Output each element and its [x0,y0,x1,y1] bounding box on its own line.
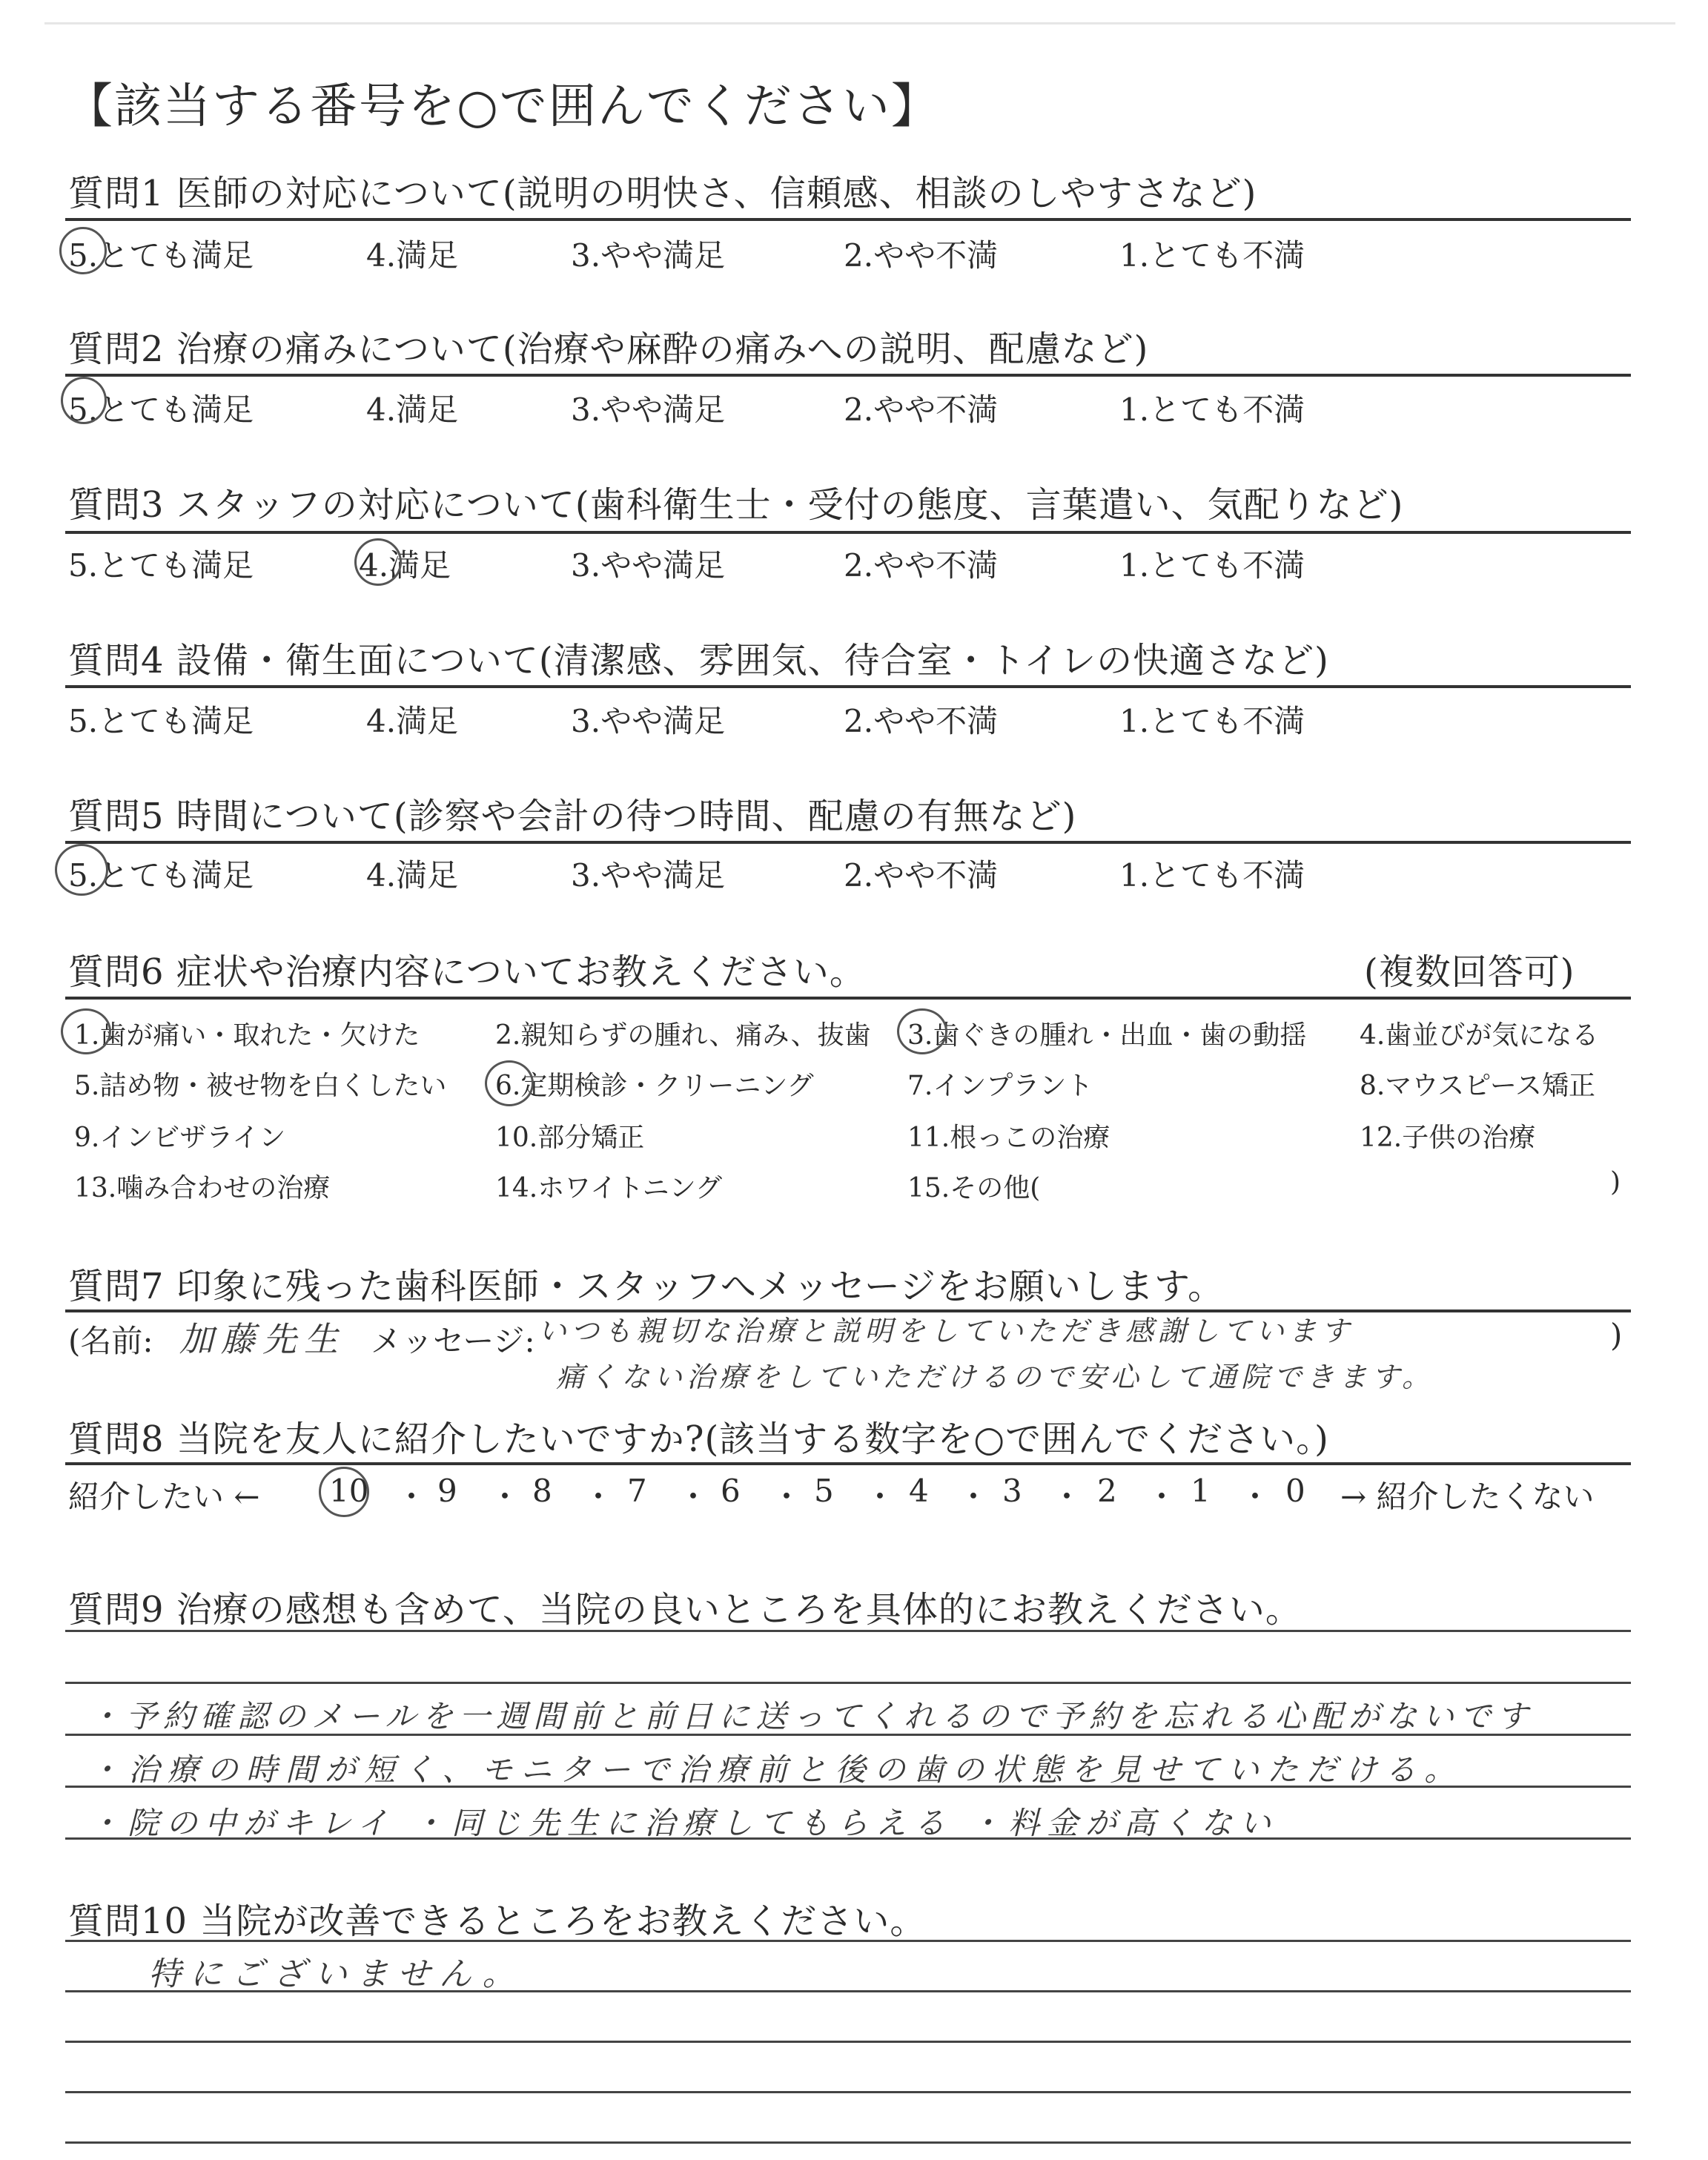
q4-option-2[interactable]: 2.やや不満 [844,703,999,739]
q8-score-3[interactable]: 3 [1002,1473,1022,1509]
q8-score-1[interactable]: 1 [1191,1473,1211,1509]
q8-score-7[interactable]: 7 [627,1473,647,1509]
q8-dot-6: ・ [864,1479,896,1515]
q6-option-10[interactable]: 10.部分矯正 [495,1123,645,1153]
q4-option-5[interactable]: 5.とても満足 [68,703,254,739]
q8-score-0[interactable]: 0 [1285,1473,1305,1509]
form-instruction-header: 【該当する番号を○で囲んでください】 [65,79,940,134]
q6-option-2[interactable]: 2.親知らずの腫れ、痛み、抜歯 [495,1020,871,1051]
q8-score-4[interactable]: 4 [909,1473,929,1509]
q2-option-1[interactable]: 1.とても不満 [1119,392,1305,428]
q6-selection-circle-1 [61,1008,111,1054]
q6-option-12[interactable]: 12.子供の治療 [1360,1123,1536,1153]
q10-line-3 [65,2041,1631,2043]
q10-line-1 [65,1940,1631,1942]
q10-title: 質問10 当院が改善できるところをお教えください。 [68,1900,927,1942]
q2-title: 質問2 治療の痛みについて(治療や麻酔の痛みへの説明、配慮など) [68,328,1149,370]
q8-dot-2: ・ [489,1479,521,1515]
q9-answer-line-2[interactable]: ・治療の時間が短く、モニターで治療前と後の歯の状態を見せていただける。 [89,1751,1464,1788]
q5-option-3[interactable]: 3.やや満足 [571,857,726,894]
q3-option-5[interactable]: 5.とても満足 [68,547,254,584]
q1-selection-circle [59,227,107,274]
q10-line-5 [65,2141,1631,2144]
q1-option-5[interactable]: 5.とても満足 [68,237,254,274]
q1-rule [65,218,1631,221]
q10-line-4 [65,2091,1631,2093]
q8-left-label: 紹介したい ← [68,1479,260,1515]
q1-option-3[interactable]: 3.やや満足 [571,237,726,274]
q8-score-10[interactable]: 10 [329,1473,369,1509]
q8-selection-circle [319,1467,369,1517]
q5-option-5[interactable]: 5.とても満足 [68,857,254,894]
q5-rule [65,841,1631,844]
q5-title: 質問5 時間について(診察や会計の待つ時間、配慮の有無など) [68,796,1077,837]
q3-option-2[interactable]: 2.やや不満 [844,547,999,584]
q8-dot-8: ・ [1051,1479,1083,1515]
q8-dot-7: ・ [958,1479,990,1515]
q4-option-3[interactable]: 3.やや満足 [571,703,726,739]
q8-dot-1: ・ [396,1479,428,1515]
q8-right-label: → 紹介したくない [1340,1479,1595,1515]
q3-rule [65,531,1631,534]
q6-multiple-note: (複数回答可) [1364,951,1575,993]
q8-dot-9: ・ [1146,1479,1178,1515]
q8-score-5[interactable]: 5 [814,1473,834,1509]
q5-option-2[interactable]: 2.やや不満 [844,857,999,894]
q2-rule [65,374,1631,377]
q6-option-7[interactable]: 7.インプラント [907,1071,1093,1101]
q1-option-2[interactable]: 2.やや不満 [844,237,999,274]
q8-dot-10: ・ [1239,1479,1271,1515]
q8-score-2[interactable]: 2 [1097,1473,1117,1509]
q2-selection-circle [61,377,107,424]
q5-selection-circle [55,844,108,896]
q6-selection-circle-6 [485,1060,534,1106]
q7-message-line-1[interactable]: いつも親切な治療と説明をしていただき感謝しています [538,1315,1354,1347]
q2-option-2[interactable]: 2.やや不満 [844,392,999,428]
q7-title: 質問7 印象に残った歯科医師・スタッフへメッセージをお願いします。 [68,1266,1225,1307]
q6-option-6[interactable]: 6.定期検診・クリーニング [495,1071,814,1101]
q2-option-3[interactable]: 3.やや満足 [571,392,726,428]
q8-score-6[interactable]: 6 [721,1473,741,1509]
q2-option-5[interactable]: 5.とても満足 [68,392,254,428]
q4-title: 質問4 設備・衛生面について(清潔感、雰囲気、待合室・トイレの快適さなど) [68,640,1329,681]
q1-option-4[interactable]: 4.満足 [366,237,459,274]
q1-title: 質問1 医師の対応について(説明の明快さ、信頼感、相談のしやすさなど) [68,173,1257,214]
q9-answer-line-1[interactable]: ・予約確認のメールを一週間前と前日に送ってくれるので予約を忘れる心配がないです [89,1698,1535,1734]
q6-option-15[interactable]: 15.その他( [907,1173,1041,1203]
q8-dot-4: ・ [678,1479,709,1515]
q6-option-3[interactable]: 3.歯ぐきの腫れ・出血・歯の動揺 [907,1020,1307,1051]
q2-option-4[interactable]: 4.満足 [366,392,459,428]
q6-option-14[interactable]: 14.ホワイトニング [495,1173,723,1203]
q6-option-4[interactable]: 4.歯並びが気になる [1360,1020,1599,1051]
q6-option-8[interactable]: 8.マウスピース矯正 [1360,1071,1596,1101]
q6-option-13[interactable]: 13.噛み合わせの治療 [74,1173,331,1203]
q7-name-label: (名前: [68,1323,153,1359]
q8-score-9[interactable]: 9 [437,1473,457,1509]
q6-rule [65,997,1631,1000]
q4-option-1[interactable]: 1.とても不満 [1119,703,1305,739]
q3-option-3[interactable]: 3.やや満足 [571,547,726,584]
q6-selection-circle-3 [897,1008,947,1054]
q7-name-handwritten[interactable]: 加藤先生 [179,1319,345,1359]
q7-close-paren: ) [1610,1317,1623,1353]
q6-option-11[interactable]: 11.根っこの治療 [907,1123,1110,1153]
q9-title: 質問9 治療の感想も含めて、当院の良いところを具体的にお教えください。 [68,1589,1302,1631]
q8-dot-5: ・ [771,1479,803,1515]
scan-top-edge [44,22,1675,24]
q6-option-9[interactable]: 9.インビザライン [74,1123,286,1153]
q8-score-8[interactable]: 8 [532,1473,552,1509]
q6-option-1[interactable]: 1.歯が痛い・取れた・欠けた [74,1020,420,1051]
q9-line-2 [65,1682,1631,1684]
q9-answer-line-3[interactable]: ・院の中がキレイ ・同じ先生に治療してもらえる ・料金が高くない [89,1805,1279,1841]
q8-title: 質問8 当院を友人に紹介したいですか?(該当する数字を○で囲んでください。) [68,1418,1329,1460]
q10-answer[interactable]: 特にございません。 [148,1955,524,1993]
q6-title: 質問6 症状や治療内容についてお教えください。 [68,951,866,993]
q5-option-1[interactable]: 1.とても不満 [1119,857,1305,894]
q7-message-line-2[interactable]: 痛くない治療をしていただけるので安心して通院できます。 [556,1361,1434,1393]
q1-option-1[interactable]: 1.とても不満 [1119,237,1305,274]
q7-message-label: メッセージ: [371,1323,535,1359]
q3-option-4[interactable]: 4.満足 [359,547,451,584]
q6-option-15-close: ) [1610,1167,1621,1198]
q6-option-5[interactable]: 5.詰め物・被せ物を白くしたい [74,1071,447,1101]
q8-dot-3: ・ [583,1479,615,1515]
q9-line-1 [65,1630,1631,1632]
q4-option-4[interactable]: 4.満足 [366,703,459,739]
q8-rule [65,1462,1631,1465]
q3-selection-circle [354,538,402,586]
q4-rule [65,685,1631,688]
q3-option-1[interactable]: 1.とても不満 [1119,547,1305,584]
q5-option-4[interactable]: 4.満足 [366,857,459,894]
q3-title: 質問3 スタッフの対応について(歯科衛生士・受付の態度、言葉遣い、気配りなど) [68,484,1404,526]
